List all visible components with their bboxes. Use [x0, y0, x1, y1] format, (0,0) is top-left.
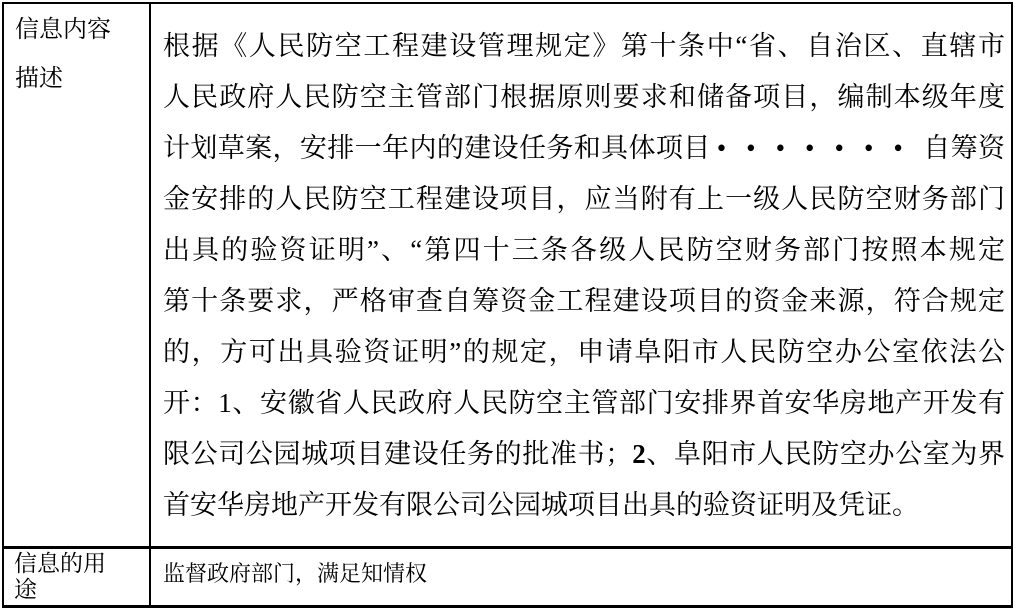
- description-line: 根据《人民防空工程建设管理规定》第十条中“省、自治区、直辖市: [163, 31, 1005, 61]
- info-usage-label-line-1: 信息的用: [14, 551, 106, 576]
- row-info-content-description: [4, 4, 1011, 549]
- row-info-usage: [4, 549, 1011, 605]
- description-line: 开：1、安徽省人民政府人民防空主管部门安排界首安华房地产开发有: [163, 388, 1005, 418]
- info-usage-label-cell: [4, 549, 151, 605]
- info-content-label-cell: [4, 4, 151, 546]
- description-segment: 限公司公园城项目建设任务的批准书；: [163, 439, 633, 469]
- info-content-label-line-2: 描述: [15, 66, 63, 92]
- description-line: 第十条要求，严格审查自筹资金工程建设项目的资金来源，符合规定: [163, 286, 1005, 316]
- description-line: 首安华房地产开发有限公司公园城项目出具的验资证明及凭证。: [163, 490, 919, 520]
- description-line: 出具的验资证明”、“第四十三条各级人民防空财务部门按照本规定: [163, 235, 1005, 265]
- description-line: 的，方可出具验资证明”的规定，申请阜阳市人民防空办公室依法公: [163, 337, 1005, 367]
- bold-number: 2: [632, 439, 646, 469]
- usage-value: 监督政府部门，满足知情权: [163, 561, 428, 586]
- info-content-label-line-1: 信息内容: [15, 17, 111, 43]
- info-usage-label-line-2: 途: [14, 577, 37, 602]
- description-line: [163, 123, 1005, 174]
- description-segment: 计划草案，安排一年内的建设任务和具体项目: [163, 133, 711, 163]
- description-line: 人民政府人民防空主管部门根据原则要求和储备项目，编制本级年度: [163, 82, 1005, 112]
- description-line: 金安排的人民防空工程建设项目，应当附有上一级人民防空财务部门: [163, 184, 1005, 214]
- description-line: [163, 429, 1005, 480]
- info-disclosure-table: [2, 2, 1013, 608]
- description-segment: 自筹资: [922, 133, 1006, 163]
- info-content-description-cell: [151, 4, 1011, 546]
- description-segment: 、阜阳市人民防空办公室为界: [645, 439, 1006, 469]
- info-usage-value-cell: [151, 549, 1011, 605]
- ellipsis-dots: •••••••: [716, 133, 923, 163]
